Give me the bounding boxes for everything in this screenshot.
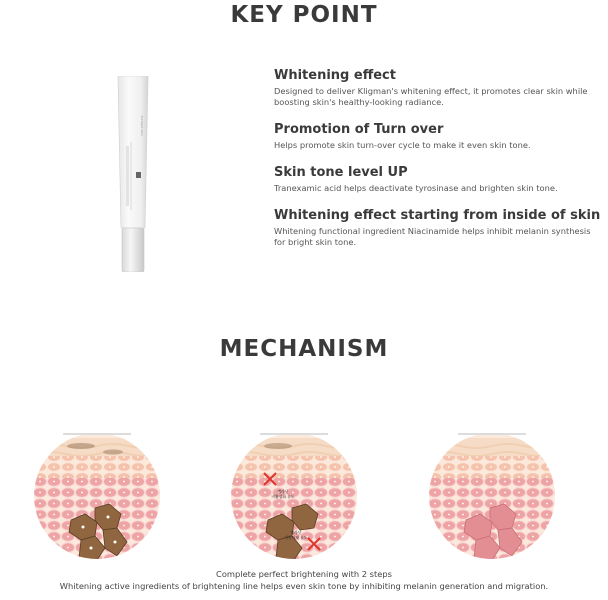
- key-point-item: [274, 68, 604, 108]
- mechanism-caption-body: Whitening active ingredients of brightening line helps even skin tone by inhibiting melanin generation and migration.: [59, 581, 549, 591]
- skin-diagram-after: [428, 432, 556, 560]
- melanin-migration-label-2: 이동억제 유도: [284, 535, 308, 540]
- key-point-body: Helps promote skin turn-over cycle to make it even skin tone.: [274, 140, 531, 150]
- key-point-title: KEY POINT: [230, 2, 378, 28]
- product-tube-image: [116, 76, 150, 272]
- key-point-item: [274, 165, 604, 194]
- key-point-heading: Promotion of Turn over: [274, 122, 444, 137]
- key-point-heading: Whitening effect starting from inside of skin: [274, 208, 601, 223]
- key-point-body: Designed to deliver Kligman's whitening effect, it promotes clear skin while boosting skin's healthy-looking radiance.: [274, 86, 588, 107]
- skin-diagram-before: [33, 432, 161, 560]
- key-point-heading: Skin tone level UP: [274, 165, 408, 180]
- key-point-body: Tranexamic acid helps deactivate tyrosinase and brighten skin tone.: [274, 183, 558, 193]
- melanin-inactivation-label-2: 비활성화 유도: [271, 494, 295, 499]
- key-point-body: Whitening functional ingredient Niacinamide helps inhibit melanin synthesis for bright skin tone.: [274, 226, 591, 247]
- svg-text:Purifiant Skin: Purifiant Skin: [140, 116, 144, 136]
- key-point-heading: Whitening effect: [274, 68, 396, 83]
- mechanism-caption-title: Complete perfect brightening with 2 steps: [216, 569, 392, 579]
- key-points-list: [274, 68, 604, 262]
- melanin-migration-label-1: 멜라닌: [290, 530, 302, 535]
- skin-diagram-inhibition: [230, 432, 358, 560]
- key-point-item: [274, 208, 604, 248]
- key-point-item: [274, 122, 604, 151]
- melanin-inactivation-label-1: 멜라닌: [277, 489, 289, 494]
- mechanism-title: MECHANISM: [219, 336, 389, 362]
